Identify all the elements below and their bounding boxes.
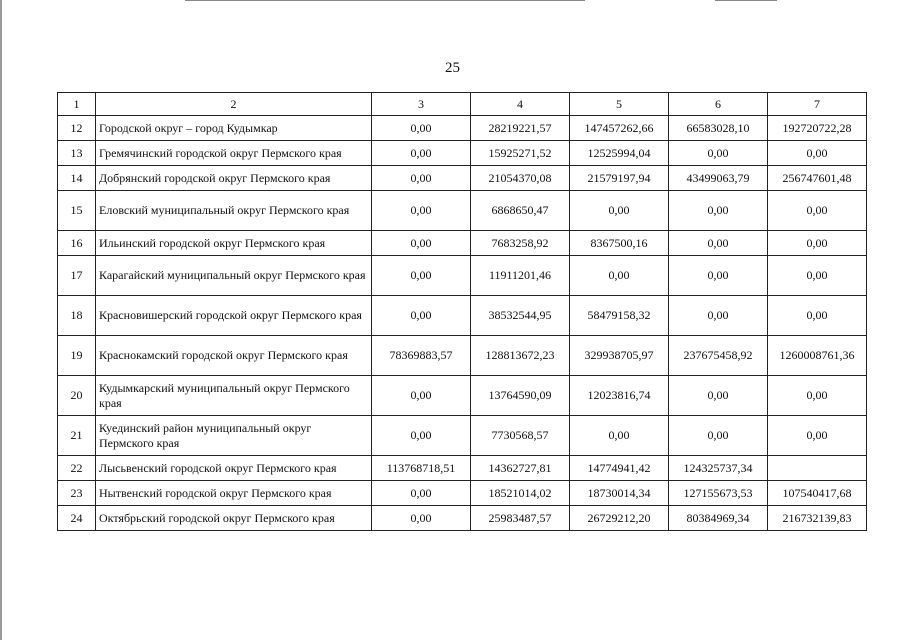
col-6-value-cell: 0,00 (669, 296, 768, 336)
column-header: 2 (96, 93, 372, 116)
col-5-value-cell: 0,00 (570, 416, 669, 456)
table-row (58, 481, 867, 506)
col-3-value-cell: 0,00 (372, 116, 471, 141)
top-rule-short (715, 0, 777, 1)
row-number-cell: 15 (58, 191, 96, 231)
top-rule (185, 0, 585, 1)
column-header: 4 (471, 93, 570, 116)
col-4-value-cell: 21054370,08 (471, 166, 570, 191)
table-row (58, 231, 867, 256)
table-row (58, 506, 867, 531)
col-4-value-cell: 14362727,81 (471, 456, 570, 481)
table-row (58, 296, 867, 336)
col-3-value-cell: 78369883,57 (372, 336, 471, 376)
col-3-value-cell: 0,00 (372, 481, 471, 506)
col-3-value-cell: 113768718,51 (372, 456, 471, 481)
col-4-value-cell: 18521014,02 (471, 481, 570, 506)
row-number-cell: 14 (58, 166, 96, 191)
municipality-name-cell: Куединский район муниципальный округ Пермского края (96, 416, 372, 456)
col-7-value-cell: 192720722,28 (768, 116, 867, 141)
col-6-value-cell: 124325737,34 (669, 456, 768, 481)
row-number-cell: 12 (58, 116, 96, 141)
col-4-value-cell: 7730568,57 (471, 416, 570, 456)
column-header: 3 (372, 93, 471, 116)
col-3-value-cell: 0,00 (372, 416, 471, 456)
municipality-name-cell: Лысьвенский городской округ Пермского края (96, 456, 372, 481)
municipality-name-cell: Кудымкарский муниципальный округ Пермского края (96, 376, 372, 416)
data-table (57, 92, 867, 531)
column-header: 1 (58, 93, 96, 116)
col-6-value-cell: 237675458,92 (669, 336, 768, 376)
row-number-cell: 16 (58, 231, 96, 256)
column-header: 6 (669, 93, 768, 116)
municipality-name-cell: Карагайский муниципальный округ Пермского края (96, 256, 372, 296)
col-3-value-cell: 0,00 (372, 166, 471, 191)
municipality-name-cell: Городской округ – город Кудымкар (96, 116, 372, 141)
table-row (58, 141, 867, 166)
table-row (58, 166, 867, 191)
row-number-cell: 18 (58, 296, 96, 336)
municipality-name-cell: Октябрьский городской округ Пермского края (96, 506, 372, 531)
col-4-value-cell: 15925271,52 (471, 141, 570, 166)
table-row (58, 336, 867, 376)
table-row (58, 456, 867, 481)
col-6-value-cell: 0,00 (669, 191, 768, 231)
table-row (58, 256, 867, 296)
municipality-name-cell: Краснокамский городской округ Пермского края (96, 336, 372, 376)
table-row (58, 416, 867, 456)
row-number-cell: 23 (58, 481, 96, 506)
row-number-cell: 19 (58, 336, 96, 376)
table-row (58, 116, 867, 141)
col-3-value-cell: 0,00 (372, 231, 471, 256)
col-5-value-cell: 12525994,04 (570, 141, 669, 166)
col-7-value-cell (768, 456, 867, 481)
col-6-value-cell: 0,00 (669, 256, 768, 296)
col-7-value-cell: 0,00 (768, 231, 867, 256)
col-5-value-cell: 329938705,97 (570, 336, 669, 376)
col-6-value-cell: 0,00 (669, 376, 768, 416)
col-3-value-cell: 0,00 (372, 256, 471, 296)
col-7-value-cell: 0,00 (768, 416, 867, 456)
row-number-cell: 24 (58, 506, 96, 531)
municipality-name-cell: Ильинский городской округ Пермского края (96, 231, 372, 256)
municipality-name-cell: Нытвенский городской округ Пермского края (96, 481, 372, 506)
col-3-value-cell: 0,00 (372, 141, 471, 166)
col-5-value-cell: 0,00 (570, 191, 669, 231)
row-number-cell: 22 (58, 456, 96, 481)
col-5-value-cell: 12023816,74 (570, 376, 669, 416)
row-number-cell: 17 (58, 256, 96, 296)
col-5-value-cell: 8367500,16 (570, 231, 669, 256)
header-row (58, 93, 867, 116)
municipality-name-cell: Добрянский городской округ Пермского края (96, 166, 372, 191)
page-number: 25 (445, 60, 460, 76)
row-number-cell: 13 (58, 141, 96, 166)
column-header: 7 (768, 93, 867, 116)
col-3-value-cell: 0,00 (372, 376, 471, 416)
col-6-value-cell: 43499063,79 (669, 166, 768, 191)
col-7-value-cell: 107540417,68 (768, 481, 867, 506)
municipality-name-cell: Красновишерский городской округ Пермского края (96, 296, 372, 336)
col-7-value-cell: 0,00 (768, 256, 867, 296)
municipality-name-cell: Гремячинский городской округ Пермского края (96, 141, 372, 166)
col-4-value-cell: 38532544,95 (471, 296, 570, 336)
col-5-value-cell: 26729212,20 (570, 506, 669, 531)
col-7-value-cell: 0,00 (768, 141, 867, 166)
col-4-value-cell: 6868650,47 (471, 191, 570, 231)
col-7-value-cell: 1260008761,36 (768, 336, 867, 376)
col-5-value-cell: 0,00 (570, 256, 669, 296)
col-6-value-cell: 80384969,34 (669, 506, 768, 531)
col-5-value-cell: 14774941,42 (570, 456, 669, 481)
col-6-value-cell: 66583028,10 (669, 116, 768, 141)
col-6-value-cell: 127155673,53 (669, 481, 768, 506)
scan-edge (0, 0, 2, 640)
col-7-value-cell: 216732139,83 (768, 506, 867, 531)
col-5-value-cell: 147457262,66 (570, 116, 669, 141)
col-4-value-cell: 28219221,57 (471, 116, 570, 141)
col-4-value-cell: 7683258,92 (471, 231, 570, 256)
col-7-value-cell: 256747601,48 (768, 166, 867, 191)
col-6-value-cell: 0,00 (669, 231, 768, 256)
col-5-value-cell: 18730014,34 (570, 481, 669, 506)
table-row (58, 191, 867, 231)
row-number-cell: 21 (58, 416, 96, 456)
col-5-value-cell: 58479158,32 (570, 296, 669, 336)
col-3-value-cell: 0,00 (372, 296, 471, 336)
table-row (58, 376, 867, 416)
col-4-value-cell: 13764590,09 (471, 376, 570, 416)
col-7-value-cell: 0,00 (768, 296, 867, 336)
col-4-value-cell: 25983487,57 (471, 506, 570, 531)
row-number-cell: 20 (58, 376, 96, 416)
col-4-value-cell: 128813672,23 (471, 336, 570, 376)
col-3-value-cell: 0,00 (372, 506, 471, 531)
column-header: 5 (570, 93, 669, 116)
col-4-value-cell: 11911201,46 (471, 256, 570, 296)
municipality-name-cell: Еловский муниципальный округ Пермского края (96, 191, 372, 231)
col-7-value-cell: 0,00 (768, 376, 867, 416)
col-3-value-cell: 0,00 (372, 191, 471, 231)
col-6-value-cell: 0,00 (669, 416, 768, 456)
col-5-value-cell: 21579197,94 (570, 166, 669, 191)
col-6-value-cell: 0,00 (669, 141, 768, 166)
col-7-value-cell: 0,00 (768, 191, 867, 231)
